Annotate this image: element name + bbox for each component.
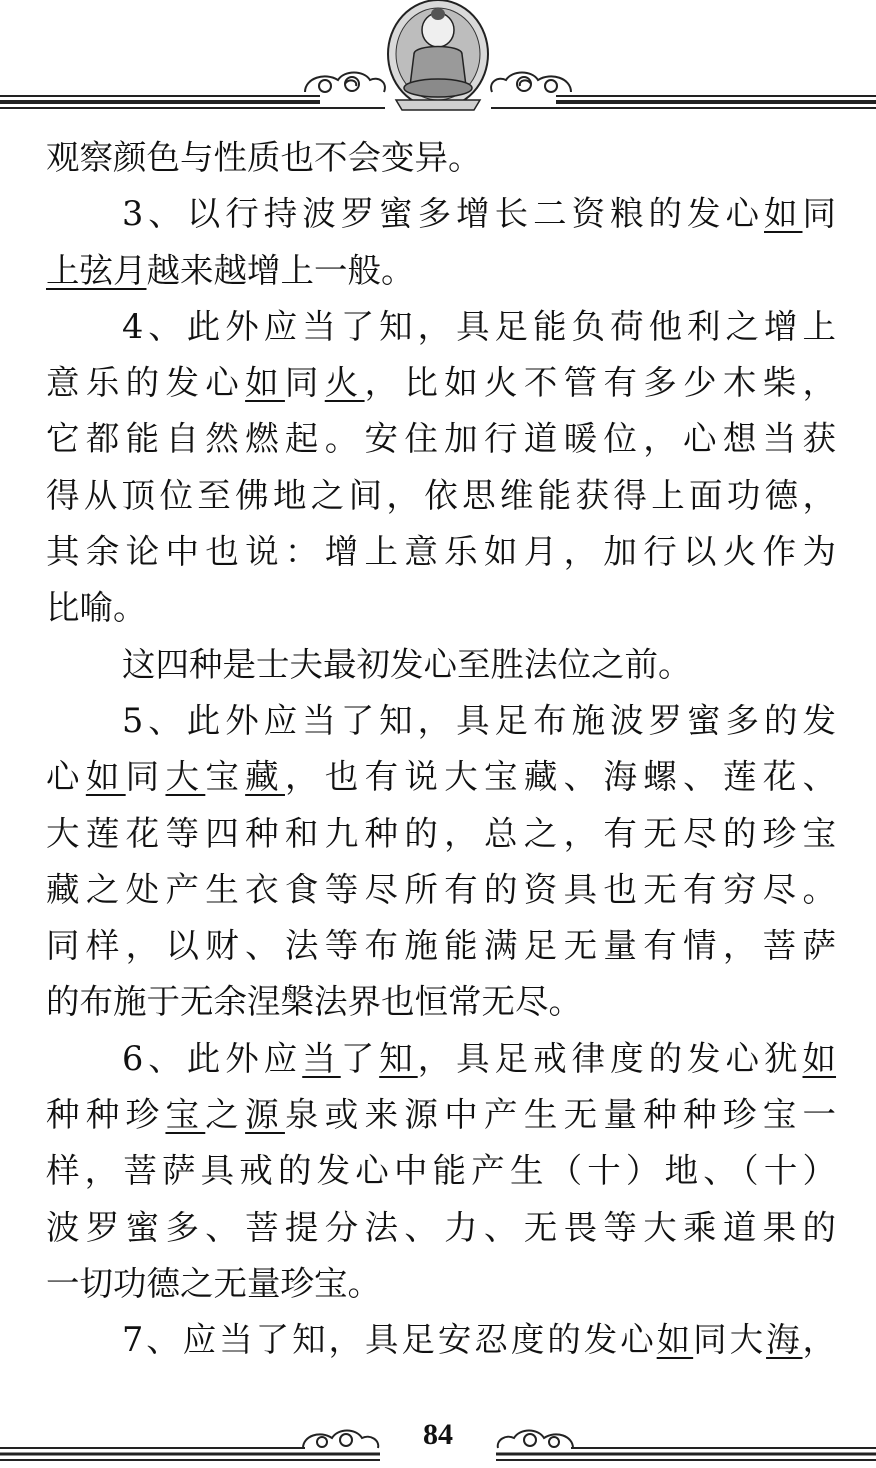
text-segment: 了 bbox=[340, 1038, 380, 1078]
text-segment: 的布施于无余涅槃法界也恒常无尽。 bbox=[46, 982, 582, 1022]
text-segment: 样，菩萨具戒的发心中能产生（十）地、（十） bbox=[46, 1151, 836, 1191]
text-segment: 心 bbox=[46, 757, 86, 797]
text-line bbox=[46, 468, 836, 524]
text-line bbox=[46, 1200, 836, 1256]
underlined-text: 如 bbox=[85, 757, 126, 797]
text-segment: ，具足戒律度的发心犹 bbox=[417, 1038, 803, 1078]
underlined-text: 知 bbox=[379, 1038, 418, 1078]
text-segment: 之 bbox=[205, 1095, 246, 1135]
page-number: 84 bbox=[423, 1418, 453, 1451]
header-ornament bbox=[0, 0, 876, 120]
text-segment: ， bbox=[802, 1320, 837, 1360]
underlined-text: 海 bbox=[766, 1320, 803, 1360]
text-line bbox=[46, 693, 836, 749]
text-line bbox=[46, 749, 836, 805]
text-line bbox=[46, 299, 836, 355]
footer-rule-left bbox=[0, 1448, 380, 1460]
text-segment: 同 bbox=[125, 757, 166, 797]
text-segment: 大莲花等四种和九种的，总之，有无尽的珍宝 bbox=[46, 813, 836, 853]
text-line bbox=[46, 1143, 836, 1199]
text-line bbox=[46, 1256, 836, 1312]
text-segment: ，比如火不管有多少木柴， bbox=[364, 363, 837, 403]
text-line bbox=[46, 637, 836, 693]
text-line bbox=[46, 243, 836, 299]
text-segment: 一切功德之无量珍宝。 bbox=[46, 1263, 381, 1303]
text-line bbox=[46, 411, 836, 467]
text-segment: 5、此外应当了知，具足布施波罗蜜多的发 bbox=[122, 700, 836, 740]
text-line bbox=[46, 862, 836, 918]
text-segment: 这四种是士夫最初发心至胜法位之前。 bbox=[122, 644, 692, 684]
text-segment: 其余论中也说：增上意乐如月，加行以火作为 bbox=[46, 532, 836, 572]
footer-cloud-right-icon bbox=[498, 1431, 573, 1449]
text-line bbox=[46, 130, 836, 186]
text-line bbox=[46, 918, 836, 974]
text-segment: ，也有说大宝藏、海螺、莲花、 bbox=[284, 757, 837, 797]
text-segment: 藏之处产生衣食等尽所有的资具也无有穷尽。 bbox=[46, 869, 836, 909]
text-segment: 越来越增上一般。 bbox=[146, 250, 415, 290]
footer-rule-right bbox=[496, 1448, 876, 1460]
text-segment: 6、此外应 bbox=[122, 1038, 303, 1078]
text-segment: 它都能自然燃起。安住加行道暖位，心想当获 bbox=[46, 419, 836, 459]
underlined-text: 如 bbox=[656, 1320, 694, 1360]
underlined-text: 源 bbox=[245, 1095, 285, 1135]
text-line bbox=[46, 1031, 836, 1087]
text-segment: 比喻。 bbox=[46, 588, 147, 628]
text-line bbox=[46, 186, 836, 242]
text-segment: 同 bbox=[284, 363, 325, 403]
text-segment: 波罗蜜多、菩提分法、力、无畏等大乘道果的 bbox=[46, 1207, 836, 1247]
text-segment: 得从顶位至佛地之间，依思维能获得上面功德， bbox=[46, 475, 836, 515]
text-segment: 7、应当了知，具足安忍度的发心 bbox=[122, 1320, 657, 1360]
text-segment: 同 bbox=[802, 194, 836, 234]
text-segment: 同大 bbox=[693, 1320, 767, 1360]
underlined-text: 大 bbox=[165, 757, 206, 797]
text-line bbox=[46, 1087, 836, 1143]
underlined-text: 藏 bbox=[245, 757, 285, 797]
text-segment: 意乐的发心 bbox=[46, 363, 246, 403]
underlined-text: 如 bbox=[802, 1038, 837, 1078]
text-segment: 3、以行持波罗蜜多增长二资粮的发心 bbox=[122, 194, 765, 234]
text-line bbox=[46, 580, 836, 636]
cloud-scroll-left-icon bbox=[305, 73, 385, 93]
text-segment: 同样，以财、法等布施能满足无量有情，菩萨 bbox=[46, 926, 836, 966]
text-line bbox=[46, 806, 836, 862]
underlined-text: 火 bbox=[324, 363, 365, 403]
cloud-scroll-right-icon bbox=[491, 73, 571, 93]
underlined-text: 上弦月 bbox=[46, 250, 147, 290]
text-line bbox=[46, 524, 836, 580]
header-rule-right bbox=[491, 96, 876, 108]
body-text bbox=[46, 130, 836, 1369]
footer-cloud-left-icon bbox=[303, 1431, 378, 1449]
text-segment: 4、此外应当了知，具足能负荷他利之增上 bbox=[122, 306, 836, 346]
underlined-text: 当 bbox=[302, 1038, 341, 1078]
buddha-medallion-icon bbox=[388, 0, 488, 110]
text-segment: 宝 bbox=[205, 757, 246, 797]
header-rule-left bbox=[0, 96, 385, 108]
underlined-text: 宝 bbox=[165, 1095, 206, 1135]
underlined-text: 如 bbox=[764, 194, 803, 234]
text-line bbox=[46, 355, 836, 411]
underlined-text: 如 bbox=[245, 363, 285, 403]
text-line bbox=[46, 1312, 836, 1368]
text-line bbox=[46, 974, 836, 1030]
text-segment: 泉或来源中产生无量种种珍宝一 bbox=[284, 1095, 837, 1135]
text-segment: 观察颜色与性质也不会变异。 bbox=[46, 138, 482, 177]
text-segment: 种种珍 bbox=[46, 1095, 166, 1135]
